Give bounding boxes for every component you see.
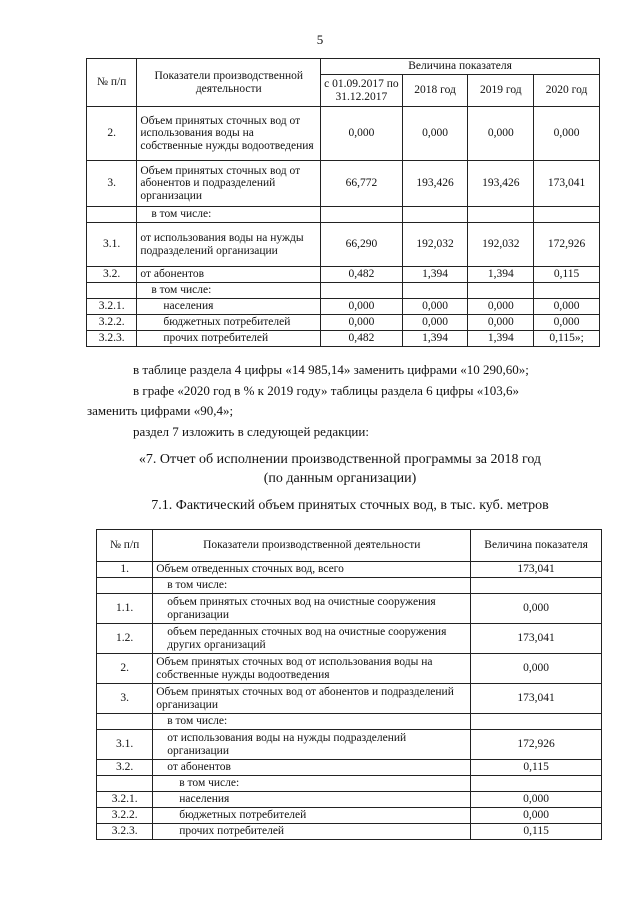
table-row [97, 760, 602, 776]
row-label: в том числе: [153, 578, 471, 594]
row-number: 3.2.2. [87, 315, 137, 331]
table-row [97, 594, 602, 624]
page-number: 5 [316, 32, 324, 47]
row-value: 0,000 [402, 299, 468, 315]
row-value: 172,926 [471, 730, 602, 760]
row-number: 3.2.3. [87, 331, 137, 347]
row-value: 1,394 [468, 331, 534, 347]
program-table-1 [86, 58, 600, 347]
col-value-group-header: Величина показателя [321, 59, 600, 75]
row-label: в том числе: [137, 207, 321, 223]
row-number: 3.2.3. [97, 824, 153, 840]
row-number: 3. [97, 684, 153, 714]
table-row [97, 776, 602, 792]
table-row [97, 562, 602, 578]
row-number [97, 714, 153, 730]
row-value: 173,041 [471, 684, 602, 714]
report-table-7-1 [96, 529, 602, 840]
row-label: населения [137, 299, 321, 315]
subsection-title: 7.1. Фактический объем принятых сточных вод, в тыс. куб. метров [151, 498, 549, 513]
table-row [87, 207, 600, 223]
row-value: 0,000 [321, 315, 403, 331]
row-value [471, 578, 602, 594]
row-value: 0,000 [402, 315, 468, 331]
row-number [87, 283, 137, 299]
table-row [97, 824, 602, 840]
row-number: 3.2.1. [97, 792, 153, 808]
row-value: 0,000 [468, 315, 534, 331]
row-value: 0,000 [321, 107, 403, 161]
row-value: 0,000 [534, 299, 600, 315]
row-value: 0,000 [534, 107, 600, 161]
row-number: 3.2.1. [87, 299, 137, 315]
row-value: 1,394 [468, 267, 534, 283]
row-value: 192,032 [402, 223, 468, 267]
col-num-header: № п/п [97, 530, 153, 562]
paragraph-3: заменить цифрами «90,4»; [87, 403, 234, 418]
row-value: 0,000 [468, 299, 534, 315]
row-label: от абонентов [137, 267, 321, 283]
row-value: 173,041 [471, 624, 602, 654]
row-value: 0,482 [321, 267, 403, 283]
table-row [97, 654, 602, 684]
table-row [87, 161, 600, 207]
row-number: 3.2. [97, 760, 153, 776]
row-label: в том числе: [153, 714, 471, 730]
row-value: 1,394 [402, 331, 468, 347]
row-number: 3. [87, 161, 137, 207]
row-label: объем переданных сточных вод на очистные сооружения других организаций [153, 624, 471, 654]
table-row [97, 808, 602, 824]
row-number: 1.2. [97, 624, 153, 654]
row-value [468, 283, 534, 299]
section-subtitle: (по данным организации) [263, 471, 417, 486]
col-indicator-header: Показатели производственной деятельности [153, 530, 471, 562]
paragraph-4: раздел 7 изложить в следующей редакции: [133, 424, 369, 439]
table-row [87, 315, 600, 331]
row-value: 0,000 [468, 107, 534, 161]
row-value: 1,394 [402, 267, 468, 283]
table-row [97, 578, 602, 594]
row-label: Объем принятых сточных вод от абонентов и подразделений организации [137, 161, 321, 207]
row-number [87, 207, 137, 223]
table-row [87, 107, 600, 161]
table-row [97, 730, 602, 760]
row-number [97, 776, 153, 792]
table-row [97, 792, 602, 808]
row-value [402, 283, 468, 299]
row-value [471, 714, 602, 730]
row-label: Объем принятых сточных вод от абонентов и подразделений организации [153, 684, 471, 714]
col-period-header: с 01.09.2017 по 31.12.2017 [321, 75, 403, 107]
table-row [97, 684, 602, 714]
paragraph-1: в таблице раздела 4 цифры «14 985,14» заменить цифрами «10 290,60»; [133, 362, 529, 377]
row-label: населения [153, 792, 471, 808]
row-value: 0,115 [471, 760, 602, 776]
row-value: 172,926 [534, 223, 600, 267]
row-value: 173,041 [471, 562, 602, 578]
row-value: 193,426 [468, 161, 534, 207]
row-label: прочих потребителей [137, 331, 321, 347]
row-value [402, 207, 468, 223]
row-number: 1. [97, 562, 153, 578]
table-row [97, 714, 602, 730]
table-row [87, 299, 600, 315]
table-row [87, 267, 600, 283]
row-label: прочих потребителей [153, 824, 471, 840]
row-label: бюджетных потребителей [137, 315, 321, 331]
row-value: 0,000 [471, 792, 602, 808]
row-label: Объем отведенных сточных вод, всего [153, 562, 471, 578]
col-2019-header: 2019 год [468, 75, 534, 107]
row-value: 0,000 [471, 594, 602, 624]
col-2020-header: 2020 год [534, 75, 600, 107]
row-number: 1.1. [97, 594, 153, 624]
row-value: 0,115 [534, 267, 600, 283]
table-row [97, 624, 602, 654]
col-value-header: Величина показателя [471, 530, 602, 562]
table-row [87, 331, 600, 347]
row-label: объем принятых сточных вод на очистные сооружения организации [153, 594, 471, 624]
row-label: бюджетных потребителей [153, 808, 471, 824]
row-value [534, 283, 600, 299]
row-value: 0,000 [471, 808, 602, 824]
row-value: 193,426 [402, 161, 468, 207]
row-number: 3.1. [87, 223, 137, 267]
row-label: Объем принятых сточных вод от использования воды на собственные нужды водоотведения [153, 654, 471, 684]
row-value: 66,290 [321, 223, 403, 267]
row-value [471, 776, 602, 792]
row-label: от абонентов [153, 760, 471, 776]
row-number: 3.1. [97, 730, 153, 760]
row-value: 173,041 [534, 161, 600, 207]
row-value: 0,000 [471, 654, 602, 684]
row-number [97, 578, 153, 594]
row-value: 0,000 [402, 107, 468, 161]
row-number: 3.2.2. [97, 808, 153, 824]
col-num-header: № п/п [87, 59, 137, 107]
col-2018-header: 2018 год [402, 75, 468, 107]
table-row [87, 283, 600, 299]
row-number: 2. [87, 107, 137, 161]
section-title: «7. Отчет об исполнении производственной программы за 2018 год [138, 452, 542, 467]
row-value: 0,000 [534, 315, 600, 331]
row-label: от использования воды на нужды подразделений организации [153, 730, 471, 760]
row-label: в том числе: [137, 283, 321, 299]
row-label: от использования воды на нужды подразделений организации [137, 223, 321, 267]
row-label: в том числе: [153, 776, 471, 792]
row-value: 0,115»; [534, 331, 600, 347]
table-row [87, 223, 600, 267]
row-value: 0,482 [321, 331, 403, 347]
row-value: 192,032 [468, 223, 534, 267]
row-value [321, 283, 403, 299]
row-number: 2. [97, 654, 153, 684]
row-value: 66,772 [321, 161, 403, 207]
row-label: Объем принятых сточных вод от использования воды на собственные нужды водоотведения [137, 107, 321, 161]
row-value: 0,115 [471, 824, 602, 840]
row-value [534, 207, 600, 223]
row-number: 3.2. [87, 267, 137, 283]
col-indicator-header: Показатели производственной деятельности [137, 59, 321, 107]
paragraph-2: в графе «2020 год в % к 2019 году» таблицы раздела 6 цифры «103,6» [133, 383, 519, 398]
row-value [468, 207, 534, 223]
row-value [321, 207, 403, 223]
row-value: 0,000 [321, 299, 403, 315]
